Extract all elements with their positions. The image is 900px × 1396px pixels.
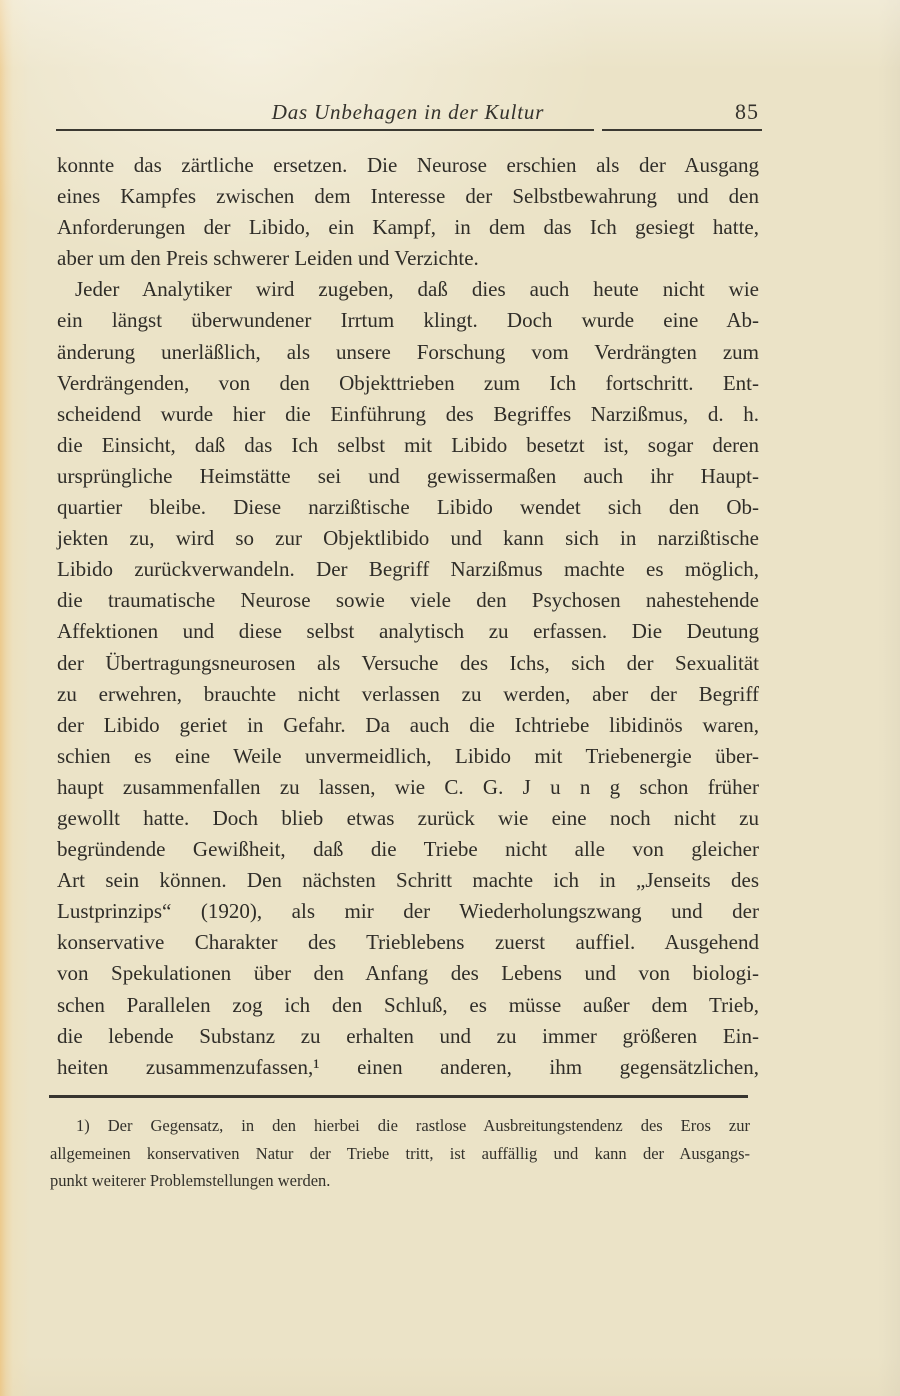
text-line: scheidend wurde hier die Einführung des Begriffes Narzißmus, d. h. [57, 401, 759, 426]
page-number: 85 [735, 99, 759, 124]
text-line: die lebende Substanz zu erhalten und zu immer größeren Ein- [57, 1023, 759, 1048]
text-line: eines Kampfes zwischen dem Interesse der Selbstbewahrung und den [57, 184, 759, 209]
text-line: von Spekulationen über den Anfang des Lebens und von biologi- [57, 961, 759, 986]
text-line: heiten zusammenzufassen,¹ einen anderen, ihm gegensätzlichen, [57, 1054, 759, 1079]
header-rule-left-segment [56, 129, 594, 131]
text-line: der Übertragungsneurosen als Versuche des Ichs, sich der Sexualität [57, 650, 759, 675]
header-rule-gap [594, 129, 602, 131]
running-head-title: Das Unbehagen in der Kultur [271, 100, 545, 124]
text-line: Anforderungen der Libido, ein Kampf, in dem das Ich gesiegt hatte, [57, 215, 759, 240]
text-line: ursprüngliche Heimstätte sei und gewissermaßen auch ihr Haupt- [57, 463, 759, 488]
text-line: Verdrängenden, von den Objekttrieben zum Ich fortschritt. Ent- [57, 370, 759, 395]
header-rule [56, 129, 762, 131]
text-line: jekten zu, wird so zur Objektlibido und kann sich in narzißtische [57, 526, 759, 551]
text-line: ein längst überwundener Irrtum klingt. Doch wurde eine Ab- [57, 308, 759, 333]
text-line: 1) Der Gegensatz, in den hierbei die rastlose Ausbreitungstendenz des Eros zur [76, 1116, 750, 1135]
header-rule-right-segment [602, 129, 762, 131]
text-line: schien es eine Weile unvermeidlich, Libido mit Triebenergie über- [57, 743, 759, 768]
footnote-text [50, 1112, 750, 1195]
text-line: Libido zurückverwandeln. Der Begriff Narzißmus machte es möglich, [57, 557, 759, 582]
text-line: quartier bleibe. Diese narzißtische Libido wendet sich den Ob- [57, 495, 759, 520]
text-line: die traumatische Neurose sowie viele den Psychosen nahestehende [57, 588, 759, 613]
text-line: konnte das zärtliche ersetzen. Die Neurose erschien als der Ausgang [57, 153, 759, 177]
page-header [57, 100, 759, 126]
text-line: der Libido geriet in Gefahr. Da auch die Ichtriebe libidinös waren, [57, 712, 759, 737]
text-line: begründende Gewißheit, daß die Triebe nicht alle von gleicher [57, 837, 759, 862]
text-line: zu erwehren, brauchte nicht verlassen zu werden, aber der Begriff [57, 681, 759, 706]
text-line: aber um den Preis schwerer Leiden und Verzichte. [57, 246, 479, 271]
text-line: konservative Charakter des Trieblebens zuerst auffiel. Ausgehend [57, 930, 759, 955]
text-line: haupt zusammenfallen zu lassen, wie C. G. J u n g schon früher [57, 774, 759, 799]
text-line: Affektionen und diese selbst analytisch zu erfassen. Die Deutung [57, 619, 759, 644]
text-line: Art sein können. Den nächsten Schritt machte ich in „Jenseits des [57, 868, 759, 893]
text-line: allgemeinen konservativen Natur der Triebe tritt, ist auffällig und kann der Ausgangs- [50, 1143, 750, 1163]
text-line: punkt weiterer Problemstellungen werden. [50, 1171, 331, 1190]
footnote-separator-rule [49, 1095, 748, 1098]
text-line: Lustprinzips“ (1920), als mir der Wiederholungszwang und der [57, 899, 759, 924]
text-line: Jeder Analytiker wird zugeben, daß dies auch heute nicht wie [75, 277, 759, 302]
body-text [57, 150, 759, 1083]
text-line: schen Parallelen zog ich den Schluß, es müsse außer dem Trieb, [57, 992, 759, 1017]
text-line: änderung unerläßlich, als unsere Forschung vom Verdrängten zum [57, 339, 759, 364]
text-line: gewollt hatte. Doch blieb etwas zurück wie eine noch nicht zu [57, 805, 759, 830]
text-line: die Einsicht, daß das Ich selbst mit Libido besetzt ist, sogar deren [57, 432, 759, 457]
